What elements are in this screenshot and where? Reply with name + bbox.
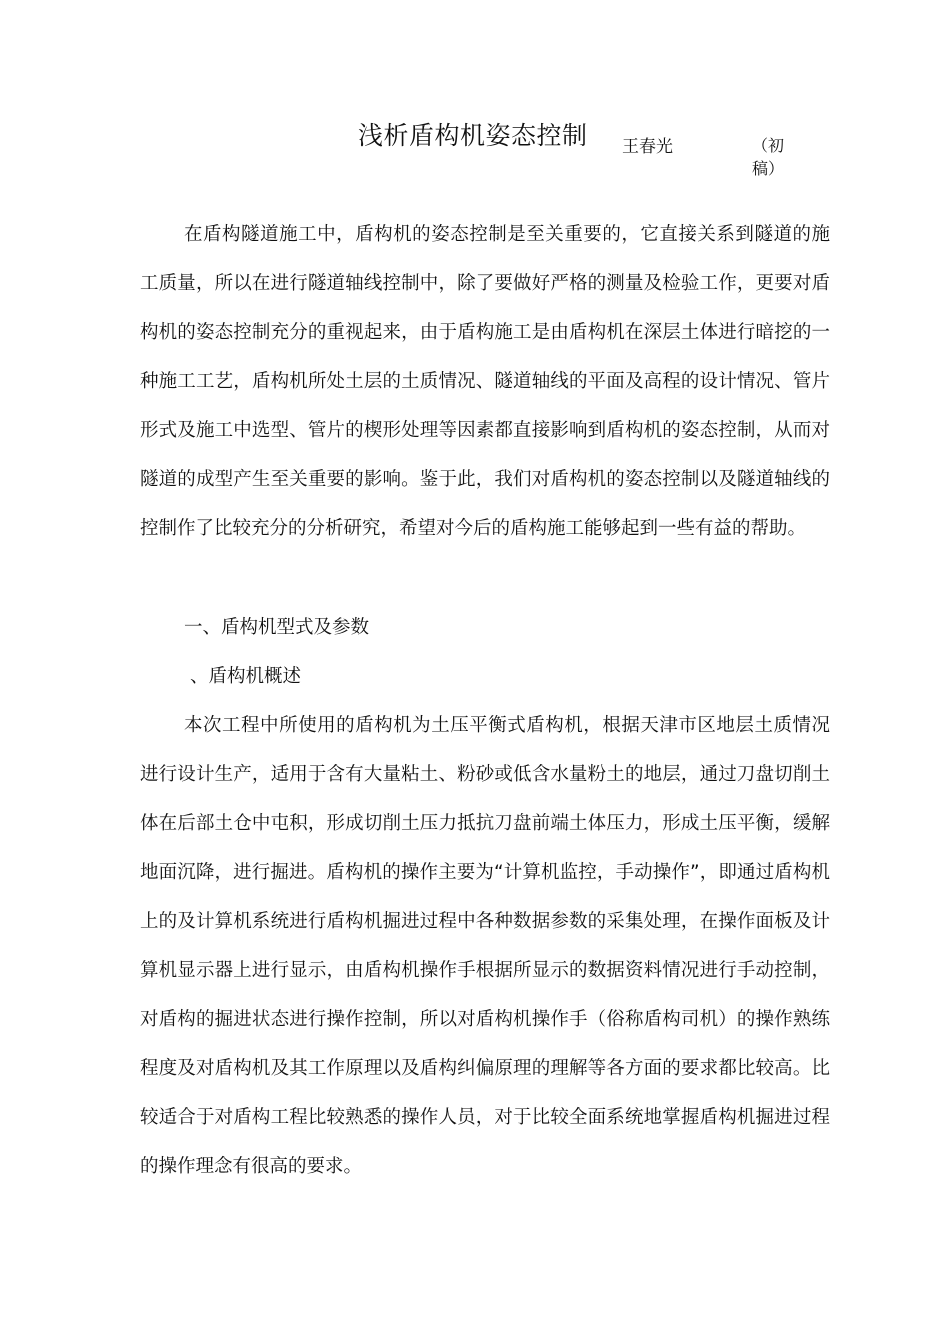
draft-note: [752, 134, 792, 180]
document-title: 浅析盾构机姿态控制: [358, 121, 588, 150]
author-name: 王春光: [622, 137, 673, 157]
overview-paragraph: 本次工程中所使用的盾构机为土压平衡式盾构机，根据天津市区地层土质情况进行设计生产，适用于含有大量粘土、粉砂或低含水量粉土的地层，通过刀盘切削土体在后部土仓中屯积，形成切削土压力抵抗刀盘前端土体压力，形成土压平衡，缓解地面沉降，进行掘进。盾构机的操作主要为“计算机监控，手动操作”，即通过盾构机上的及计算机系统进行盾构机掘进过程中各种数据参数的采集处理，在操作面板及计算机显示器上进行显示，由盾构机操作手根据所显示的数据资料情况进行手动控制，对盾构的掘进状态进行操作控制，所以对盾构机操作手（俗称盾构司机）的操作熟练程度及对盾构机及其工作原理以及盾构纠偏原理的理解等各方面的要求都比较高。比较适合于对盾构工程比较熟悉的操作人员，对于比较全面系统地掌握盾构机掘进过程的操作理念有很高的要求。: [140, 715, 830, 1177]
intro-paragraph: 在盾构隧道施工中，盾构机的姿态控制是至关重要的，它直接关系到隧道的施工质量，所以在进行隧道轴线控制中，除了要做好严格的测量及检验工作，更要对盾构机的姿态控制充分的重视起来，由于盾构施工是由盾构机在深层土体进行暗挖的一种施工工艺，盾构机所处土层的土质情况、隧道轴线的平面及高程的设计情况、管片形式及施工中选型、管片的楔形处理等因素都直接影响到盾构机的姿态控制，从而对隧道的成型产生至关重要的影响。鉴于此，我们对盾构机的姿态控制以及隧道轴线的控制作了比较充分的分析研究，希望对今后的盾构施工能够起到一些有益的帮助。: [140, 224, 830, 539]
draft-note-line2: 稿）: [752, 159, 785, 178]
subsection-heading: 、盾构机概述: [190, 666, 302, 687]
section-heading-1: 一、盾构机型式及参数: [184, 617, 370, 638]
draft-note-line1: （初: [752, 136, 785, 155]
